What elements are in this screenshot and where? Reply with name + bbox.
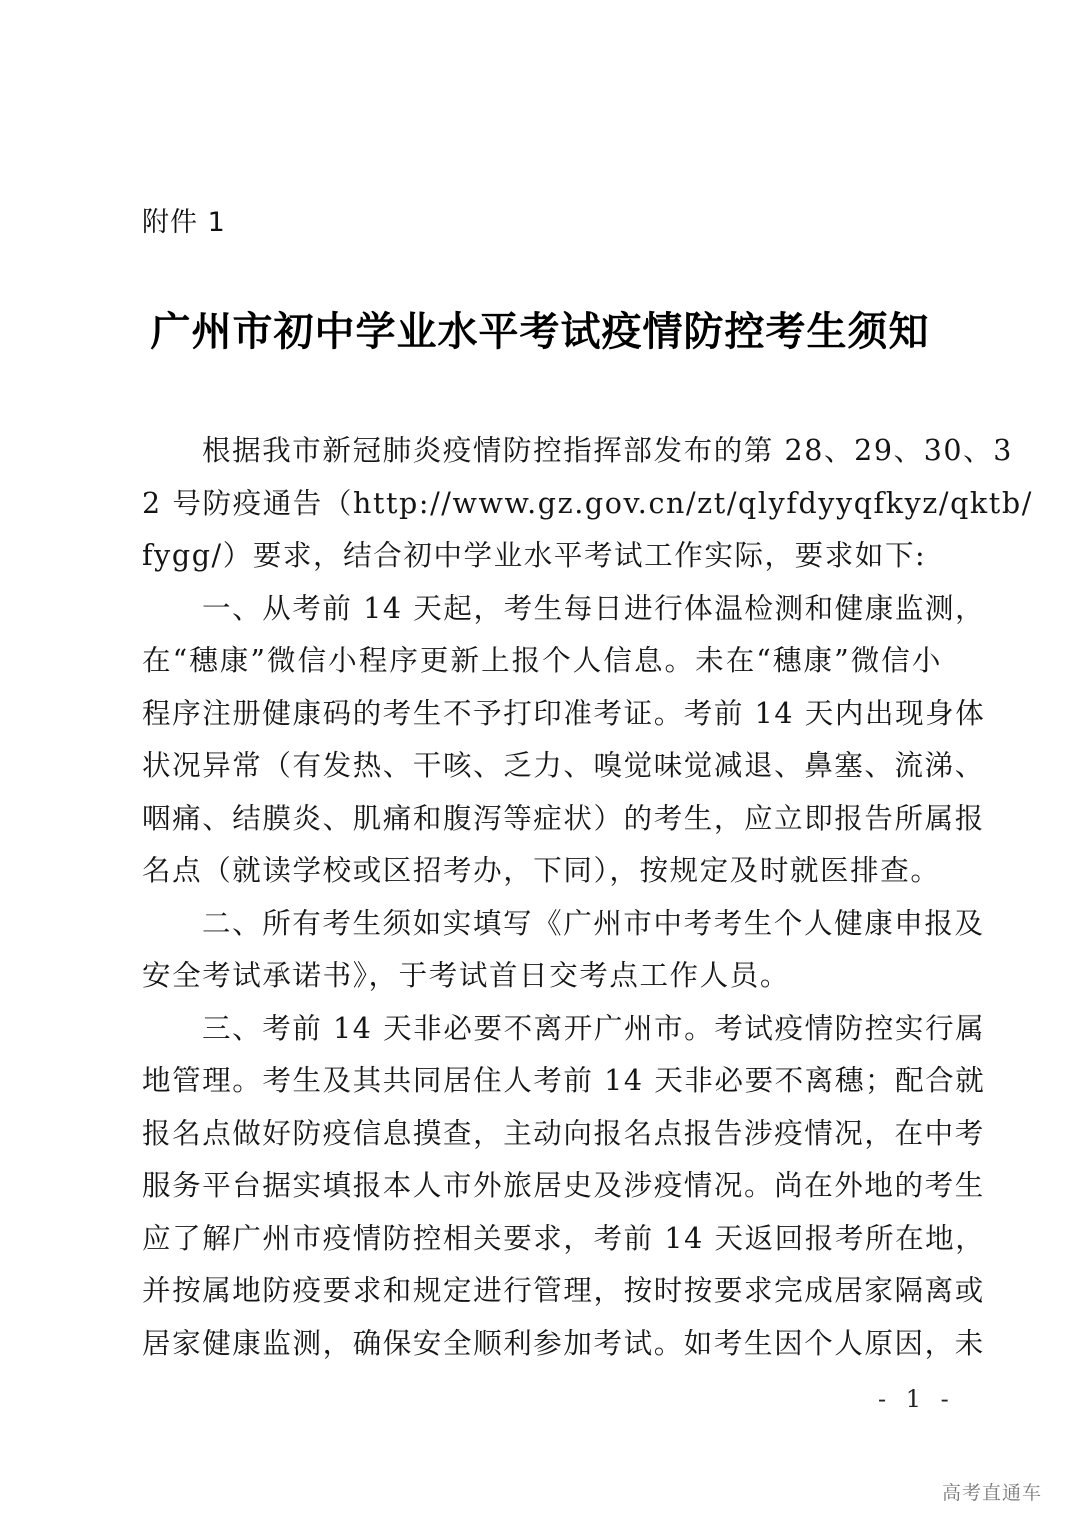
body-line: 安全考试承诺书》，于考试首日交考点工作人员。 — [142, 959, 790, 992]
body-line: 状况异常（有发热、干咳、乏力、嗅觉味觉减退、鼻塞、流涕、 — [142, 749, 985, 782]
body-line: 报名点做好防疫信息摸查，主动向报名点报告涉疫情况，在中考 — [142, 1116, 985, 1150]
body-line: 服务平台据实填报本人市外旅居史及涉疫情况。尚在外地的考生 — [142, 1169, 985, 1202]
section-3-line: 三、考前 14 天非必要不离开广州市。考试疫情防控实行属 — [202, 1011, 986, 1045]
body-line: 在“穗康”微信小程序更新上报个人信息。未在“穗康”微信小 — [142, 644, 942, 677]
body-line: 应了解广州市疫情防控相关要求，考前 14 天返回报考所在地， — [142, 1221, 986, 1255]
document-title: 广州市初中学业水平考试疫情防控考生须知 — [150, 308, 930, 355]
body-line: 名点（就读学校或区招考办，下同），按规定及时就医排查。 — [142, 854, 941, 887]
body-line: 程序注册健康码的考生不予打印准考证。考前 14 天内出现身体 — [142, 696, 986, 730]
document-body — [142, 425, 1033, 1370]
body-line: 根据我市新冠肺炎疫情防控指挥部发布的第 28、29、30、3 — [202, 434, 1013, 467]
page-number: - 1 - — [878, 1385, 955, 1413]
body-line: 居家健康监测，确保安全顺利参加考试。如考生因个人原因，未 — [142, 1326, 985, 1360]
body-line: 咽痛、结膜炎、肌痛和腹泻等症状）的考生，应立即报告所属报 — [142, 801, 985, 835]
attachment-label: 附件 1 — [142, 207, 226, 238]
body-line: fygg/）要求，结合初中学业水平考试工作实际，要求如下: — [142, 539, 927, 572]
section-1-line: 一、从考前 14 天起，考生每日进行体温检测和健康监测， — [202, 591, 986, 625]
body-line: 2 号防疫通告（http://www.gz.gov.cn/zt/qlyfdyyqfkyz/qktb/ — [142, 486, 1033, 520]
section-2-line: 二、所有考生须如实填写《广州市中考考生个人健康申报及 — [202, 906, 985, 940]
source-watermark: 高考直通车 — [942, 1482, 1043, 1504]
body-line: 地管理。考生及其共同居住人考前 14 天非必要不离穗；配合就 — [142, 1064, 986, 1097]
body-line: 并按属地防疫要求和规定进行管理，按时按要求完成居家隔离或 — [142, 1274, 985, 1307]
